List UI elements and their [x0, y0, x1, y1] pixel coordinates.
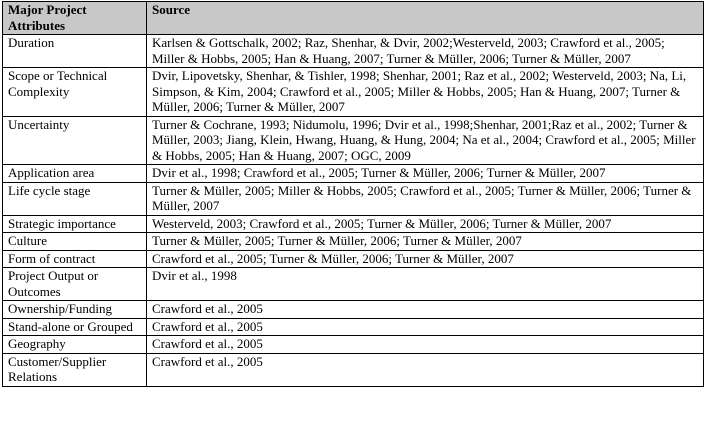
source-cell: Karlsen & Gottschalk, 2002; Raz, Shenhar, & Dvir, 2002;Westerveld, 2003; Crawford et al., 2005; Miller & Hobbs, 2005; Han & Huang, 2007; Turner & Müller, 2006; Turner & Müller, 2007 [147, 35, 704, 68]
source-cell: Turner & Müller, 2005; Miller & Hobbs, 2005; Crawford et al., 2005; Turner & Müller, 2006; Turner & Müller, 2007 [147, 182, 704, 215]
table-row [3, 182, 704, 215]
table-row [3, 268, 704, 301]
attribute-cell: Culture [3, 233, 147, 251]
source-cell: Crawford et al., 2005 [147, 301, 704, 319]
source-cell: Crawford et al., 2005 [147, 353, 704, 386]
table-row [3, 68, 704, 117]
table-body [3, 35, 704, 387]
table-row [3, 35, 704, 68]
header-source: Source [147, 2, 704, 35]
table-row [3, 318, 704, 336]
attribute-cell: Duration [3, 35, 147, 68]
source-cell: Turner & Cochrane, 1993; Nidumolu, 1996; Dvir et al., 1998;Shenhar, 2001;Raz et al., 2002; Turner & Müller, 2003; Jiang, Klein, Hwang, Huang, & Hung, 2004; Na et al., 2004; Crawford et al., 2005; Miller & Hobbs, 2005; Han & Huang, 2007; OGC, 2009 [147, 116, 704, 165]
table-row [3, 301, 704, 319]
table-row [3, 353, 704, 386]
attribute-cell: Project Output or Outcomes [3, 268, 147, 301]
attribute-cell: Life cycle stage [3, 182, 147, 215]
header-attributes: Major Project Attributes [3, 2, 147, 35]
attribute-cell: Stand-alone or Grouped [3, 318, 147, 336]
source-cell: Crawford et al., 2005 [147, 318, 704, 336]
source-cell: Crawford et al., 2005; Turner & Müller, 2006; Turner & Müller, 2007 [147, 250, 704, 268]
attribute-cell: Scope or Technical Complexity [3, 68, 147, 117]
source-cell: Dvir et al., 1998 [147, 268, 704, 301]
attribute-cell: Ownership/Funding [3, 301, 147, 319]
table-header [3, 2, 704, 35]
table-row [3, 165, 704, 183]
attribute-cell: Uncertainty [3, 116, 147, 165]
source-cell: Turner & Müller, 2005; Turner & Müller, 2006; Turner & Müller, 2007 [147, 233, 704, 251]
table-row [3, 336, 704, 354]
attribute-cell: Application area [3, 165, 147, 183]
project-attributes-table [2, 1, 704, 387]
attribute-cell: Customer/Supplier Relations [3, 353, 147, 386]
source-cell: Westerveld, 2003; Crawford et al., 2005; Turner & Müller, 2006; Turner & Müller, 2007 [147, 215, 704, 233]
source-cell: Dvir et al., 1998; Crawford et al., 2005; Turner & Müller, 2006; Turner & Müller, 2007 [147, 165, 704, 183]
attribute-cell: Form of contract [3, 250, 147, 268]
table-row [3, 215, 704, 233]
table-row [3, 250, 704, 268]
table-row [3, 116, 704, 165]
table-row [3, 233, 704, 251]
source-cell: Crawford et al., 2005 [147, 336, 704, 354]
attribute-cell: Strategic importance [3, 215, 147, 233]
source-cell: Dvir, Lipovetsky, Shenhar, & Tishler, 1998; Shenhar, 2001; Raz et al., 2002; Westerveld, 2003; Na, Li, Simpson, & Kim, 2004; Crawford et al., 2005; Miller & Hobbs, 2005; Han & Huang, 2007; Turner & Müller, 2006; Turner & Müller, 2007 [147, 68, 704, 117]
attribute-cell: Geography [3, 336, 147, 354]
header-row [3, 2, 704, 35]
